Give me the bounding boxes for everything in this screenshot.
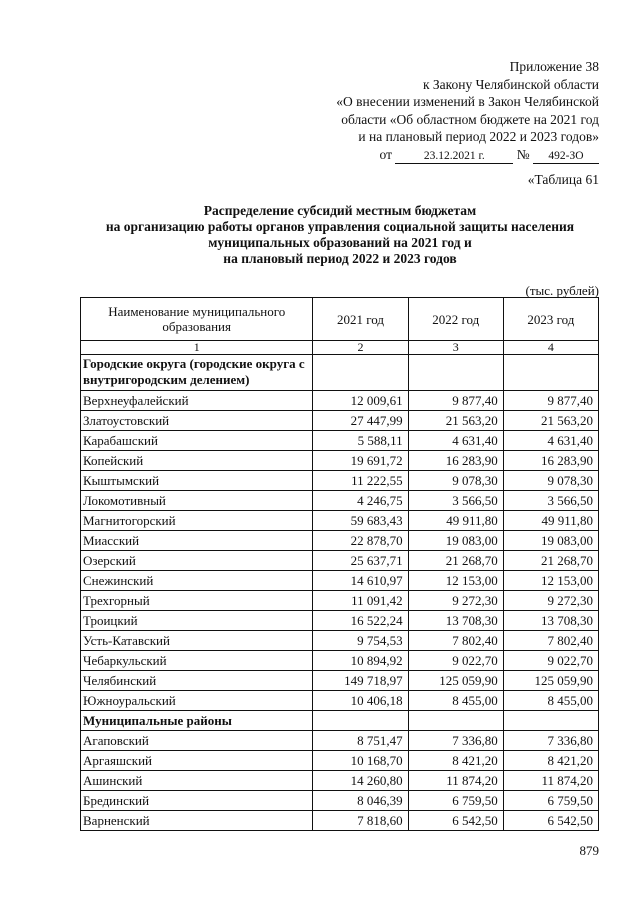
municipality-name: Локомотивный — [81, 491, 313, 511]
value-2023: 4 631,40 — [503, 431, 598, 451]
value-2021: 11 222,55 — [313, 471, 408, 491]
column-number: 3 — [408, 341, 503, 355]
column-number: 1 — [81, 341, 313, 355]
municipality-name: Троицкий — [81, 611, 313, 631]
value-2022: 11 874,20 — [408, 771, 503, 791]
law-title-line-3: и на плановый период 2022 и 2023 годов» — [358, 129, 599, 144]
municipality-name: Чебаркульский — [81, 651, 313, 671]
value-2023: 11 874,20 — [503, 771, 598, 791]
value-2023: 49 911,80 — [503, 511, 598, 531]
table-row — [81, 551, 599, 571]
value-2023: 16 283,90 — [503, 451, 598, 471]
date-prefix: от — [379, 146, 392, 162]
page-number: 879 — [579, 843, 599, 858]
value-2021: 5 588,11 — [313, 431, 408, 451]
value-2021: 16 522,24 — [313, 611, 408, 631]
column-number-row — [81, 341, 599, 355]
value-2022: 4 631,40 — [408, 431, 503, 451]
municipality-name: Карабашский — [81, 431, 313, 451]
number-prefix: № — [516, 146, 530, 162]
value-2021: 22 878,70 — [313, 531, 408, 551]
value-2022: 9 078,30 — [408, 471, 503, 491]
value-2023: 9 078,30 — [503, 471, 598, 491]
municipality-name: Южноуральский — [81, 691, 313, 711]
value-2021: 25 637,71 — [313, 551, 408, 571]
value-2021: 10 168,70 — [313, 751, 408, 771]
value-2021: 11 091,42 — [313, 591, 408, 611]
table-row — [81, 611, 599, 631]
column-number: 2 — [313, 341, 408, 355]
municipality-name: Снежинский — [81, 571, 313, 591]
municipality-name: Златоустовский — [81, 411, 313, 431]
value-2022: 9 272,30 — [408, 591, 503, 611]
appendix-number: Приложение 38 — [509, 59, 599, 74]
title-line-1: Распределение субсидий местным бюджетам — [203, 203, 477, 218]
subsidy-table — [80, 297, 599, 831]
value-2022: 3 566,50 — [408, 491, 503, 511]
value-2023: 13 708,30 — [503, 611, 598, 631]
municipality-name: Озерский — [81, 551, 313, 571]
table-reference: «Таблица 61 — [527, 172, 599, 187]
table-row — [81, 411, 599, 431]
table-row — [81, 671, 599, 691]
municipality-name: Копейский — [81, 451, 313, 471]
appendix-header — [269, 58, 599, 164]
value-2023: 6 542,50 — [503, 811, 598, 831]
law-title-line-1: «О внесении изменений в Закон Челябинской — [336, 94, 599, 109]
value-2022: 49 911,80 — [408, 511, 503, 531]
value-2023: 8 455,00 — [503, 691, 598, 711]
table-row — [81, 731, 599, 751]
value-2022: 8 455,00 — [408, 691, 503, 711]
value-2021: 8 046,39 — [313, 791, 408, 811]
value-2022: 9 877,40 — [408, 391, 503, 411]
municipality-name: Кыштымский — [81, 471, 313, 491]
value-2023: 3 566,50 — [503, 491, 598, 511]
units-label: (тыс. рублей) — [525, 283, 599, 298]
value-2022: 6 542,50 — [408, 811, 503, 831]
municipality-name: Трехгорный — [81, 591, 313, 611]
value-2023: 21 563,20 — [503, 411, 598, 431]
value-2021: 12 009,61 — [313, 391, 408, 411]
municipality-name: Миасский — [81, 531, 313, 551]
municipality-name: Брединский — [81, 791, 313, 811]
municipality-name: Агаповский — [81, 731, 313, 751]
header-2022: 2022 год — [408, 298, 503, 341]
value-2021: 14 610,97 — [313, 571, 408, 591]
value-2022: 12 153,00 — [408, 571, 503, 591]
table-row — [81, 391, 599, 411]
value-2023: 7 336,80 — [503, 731, 598, 751]
value-2022: 8 421,20 — [408, 751, 503, 771]
section-title: Городские округа (городские округа с внутригородским делением) — [81, 355, 313, 391]
municipality-name: Ашинский — [81, 771, 313, 791]
document-title — [80, 203, 600, 267]
value-2021: 4 246,75 — [313, 491, 408, 511]
table-header-row — [81, 298, 599, 341]
value-2021: 27 447,99 — [313, 411, 408, 431]
value-2022: 19 083,00 — [408, 531, 503, 551]
value-2022: 9 022,70 — [408, 651, 503, 671]
value-2021: 10 406,18 — [313, 691, 408, 711]
value-2023: 9 877,40 — [503, 391, 598, 411]
value-2023: 9 022,70 — [503, 651, 598, 671]
table-row — [81, 811, 599, 831]
law-date-number — [269, 146, 599, 164]
table-row — [81, 651, 599, 671]
municipality-name: Варненский — [81, 811, 313, 831]
law-title-line-2: области «Об областном бюджете на 2021 год — [341, 111, 599, 127]
table-row — [81, 531, 599, 551]
municipality-name: Усть-Катавский — [81, 631, 313, 651]
value-2023: 19 083,00 — [503, 531, 598, 551]
value-2021: 7 818,60 — [313, 811, 408, 831]
value-2022: 21 563,20 — [408, 411, 503, 431]
law-reference: к Закону Челябинской области — [422, 76, 599, 92]
municipality-name: Магнитогорский — [81, 511, 313, 531]
law-date: 23.12.2021 г. — [395, 150, 513, 164]
value-2021: 14 260,80 — [313, 771, 408, 791]
value-2022: 125 059,90 — [408, 671, 503, 691]
value-2022: 16 283,90 — [408, 451, 503, 471]
value-2021: 19 691,72 — [313, 451, 408, 471]
municipality-name: Аргаяшский — [81, 751, 313, 771]
section-title: Муниципальные районы — [81, 711, 313, 731]
header-name: Наименование муниципального образования — [81, 298, 313, 341]
table-row — [81, 431, 599, 451]
section-row-urban-districts — [81, 355, 599, 391]
title-line-3: муниципальных образований на 2021 год и — [208, 235, 472, 250]
value-2022: 7 336,80 — [408, 731, 503, 751]
value-2023: 12 153,00 — [503, 571, 598, 591]
value-2022: 13 708,30 — [408, 611, 503, 631]
value-2023: 7 802,40 — [503, 631, 598, 651]
value-2022: 21 268,70 — [408, 551, 503, 571]
table-row — [81, 591, 599, 611]
value-2023: 8 421,20 — [503, 751, 598, 771]
title-line-2: на организацию работы органов управления социальной защиты населения — [105, 219, 575, 234]
header-2023: 2023 год — [503, 298, 598, 341]
table-row — [81, 451, 599, 471]
value-2021: 9 754,53 — [313, 631, 408, 651]
table-row — [81, 791, 599, 811]
table-row — [81, 491, 599, 511]
column-number: 4 — [503, 341, 598, 355]
table-row — [81, 511, 599, 531]
value-2021: 10 894,92 — [313, 651, 408, 671]
value-2021: 59 683,43 — [313, 511, 408, 531]
municipality-name: Верхнеуфалейский — [81, 391, 313, 411]
title-line-4: на плановый период 2022 и 2023 годов — [223, 251, 457, 266]
section-row-municipal-districts — [81, 711, 599, 731]
value-2022: 7 802,40 — [408, 631, 503, 651]
table-row — [81, 631, 599, 651]
law-number: 492-ЗО — [533, 150, 599, 164]
table-row — [81, 751, 599, 771]
value-2022: 6 759,50 — [408, 791, 503, 811]
value-2021: 149 718,97 — [313, 671, 408, 691]
header-2021: 2021 год — [313, 298, 408, 341]
table-row — [81, 571, 599, 591]
value-2023: 9 272,30 — [503, 591, 598, 611]
municipality-name: Челябинский — [81, 671, 313, 691]
table-row — [81, 691, 599, 711]
value-2023: 125 059,90 — [503, 671, 598, 691]
value-2021: 8 751,47 — [313, 731, 408, 751]
table-row — [81, 771, 599, 791]
value-2023: 6 759,50 — [503, 791, 598, 811]
value-2023: 21 268,70 — [503, 551, 598, 571]
table-row — [81, 471, 599, 491]
